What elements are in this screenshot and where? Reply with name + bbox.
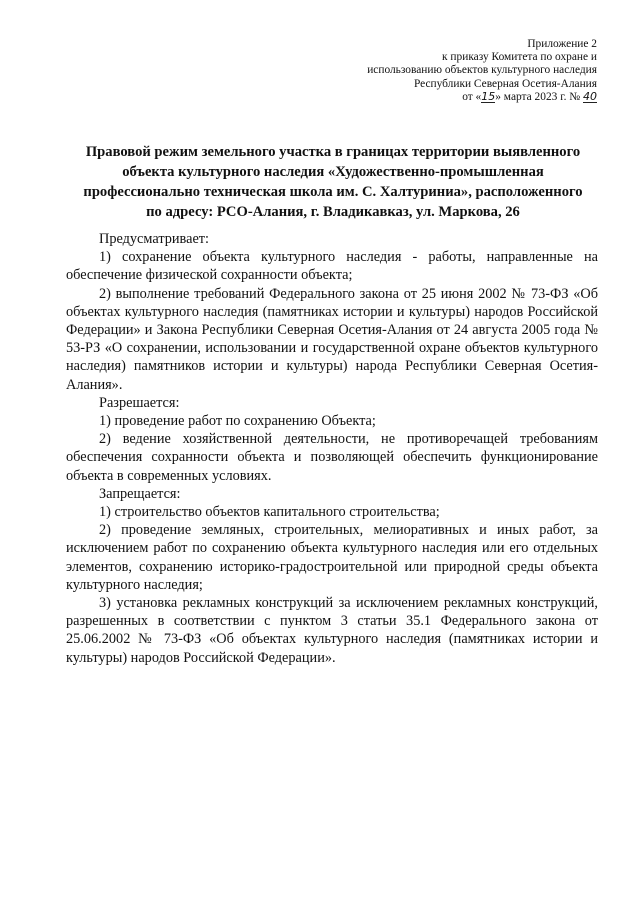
appendix-committee-name: использованию объектов культурного наследия	[367, 64, 597, 77]
handwritten-order-number: 40	[583, 89, 597, 103]
forbidden-item-3: 3) установка рекламных конструкций за исключением рекламных конструкций, разрешенных в соответствии с пунктом 3 статьи 35.1 Федерального закона от 25.06.2002 № 73-ФЗ «Об объектах культурного наследия (памятниках истории и культуры) народов Российской Федерации».	[66, 595, 598, 666]
appendix-republic-name: Республики Северная Осетия-Алания	[413, 77, 597, 90]
allowed-heading: Разрешается:	[99, 394, 180, 411]
title-line-1: Правовой режим земельного участка в границах территории выявленного	[85, 144, 581, 160]
appendix-date-line	[367, 91, 597, 104]
provides-item-2: 2) выполнение требований Федерального закона от 25 июня 2002 № 73-ФЗ «Об объектах культурного наследия (памятниках истории и культуры) народов Российской Федерации» и Закона Республики Северная Осетия-Алания от 24 августа 2005 года № 53-РЗ «О сохранении, использовании и государственной охране объектов культурного наследия) памятников истории и культуры) народа Республики Северная Осетия-Алания».	[66, 285, 598, 393]
allowed-item-2: 2) ведение хозяйственной деятельности, не противоречащей требованиям обеспечения сохранности объекта и позволяющей обеспечить функционирование объекта в современных условиях.	[66, 431, 598, 484]
title-line-4: по адресу: РСО-Алания, г. Владикавказ, ул. Маркова, 26	[146, 204, 520, 220]
date-prefix: от «	[462, 90, 482, 103]
document-body	[66, 230, 598, 667]
appendix-order-ref: к приказу Комитета по охране и	[442, 51, 597, 64]
handwritten-day: 15	[481, 89, 496, 103]
provides-item-1: 1) сохранение объекта культурного наследия - работы, направленные на обеспечение физической сохранности объекта;	[66, 249, 598, 284]
allowed-item-1: 1) проведение работ по сохранению Объекта;	[99, 413, 376, 430]
forbidden-item-2: 2) проведение земляных, строительных, мелиоративных и иных работ, за исключением работ по сохранению объекта культурного наследия или его отдельных элементов, сохранению историко-градостроительной или природной среды объекта культурного наследия;	[66, 522, 598, 593]
document-title	[66, 142, 600, 222]
title-line-2: объекта культурного наследия «Художественно-промышленная	[122, 164, 544, 180]
forbidden-heading: Запрещается:	[99, 485, 181, 502]
date-middle: » марта 2023 г. №	[495, 90, 581, 103]
appendix-number: Приложение 2	[527, 38, 597, 50]
title-line-3: профессионально техническая школа им. С. Халтуриниа», расположенного	[83, 184, 583, 200]
forbidden-item-1: 1) строительство объектов капитального строительства;	[99, 504, 440, 521]
provides-heading: Предусматривает:	[99, 231, 210, 247]
appendix-header	[367, 38, 597, 104]
